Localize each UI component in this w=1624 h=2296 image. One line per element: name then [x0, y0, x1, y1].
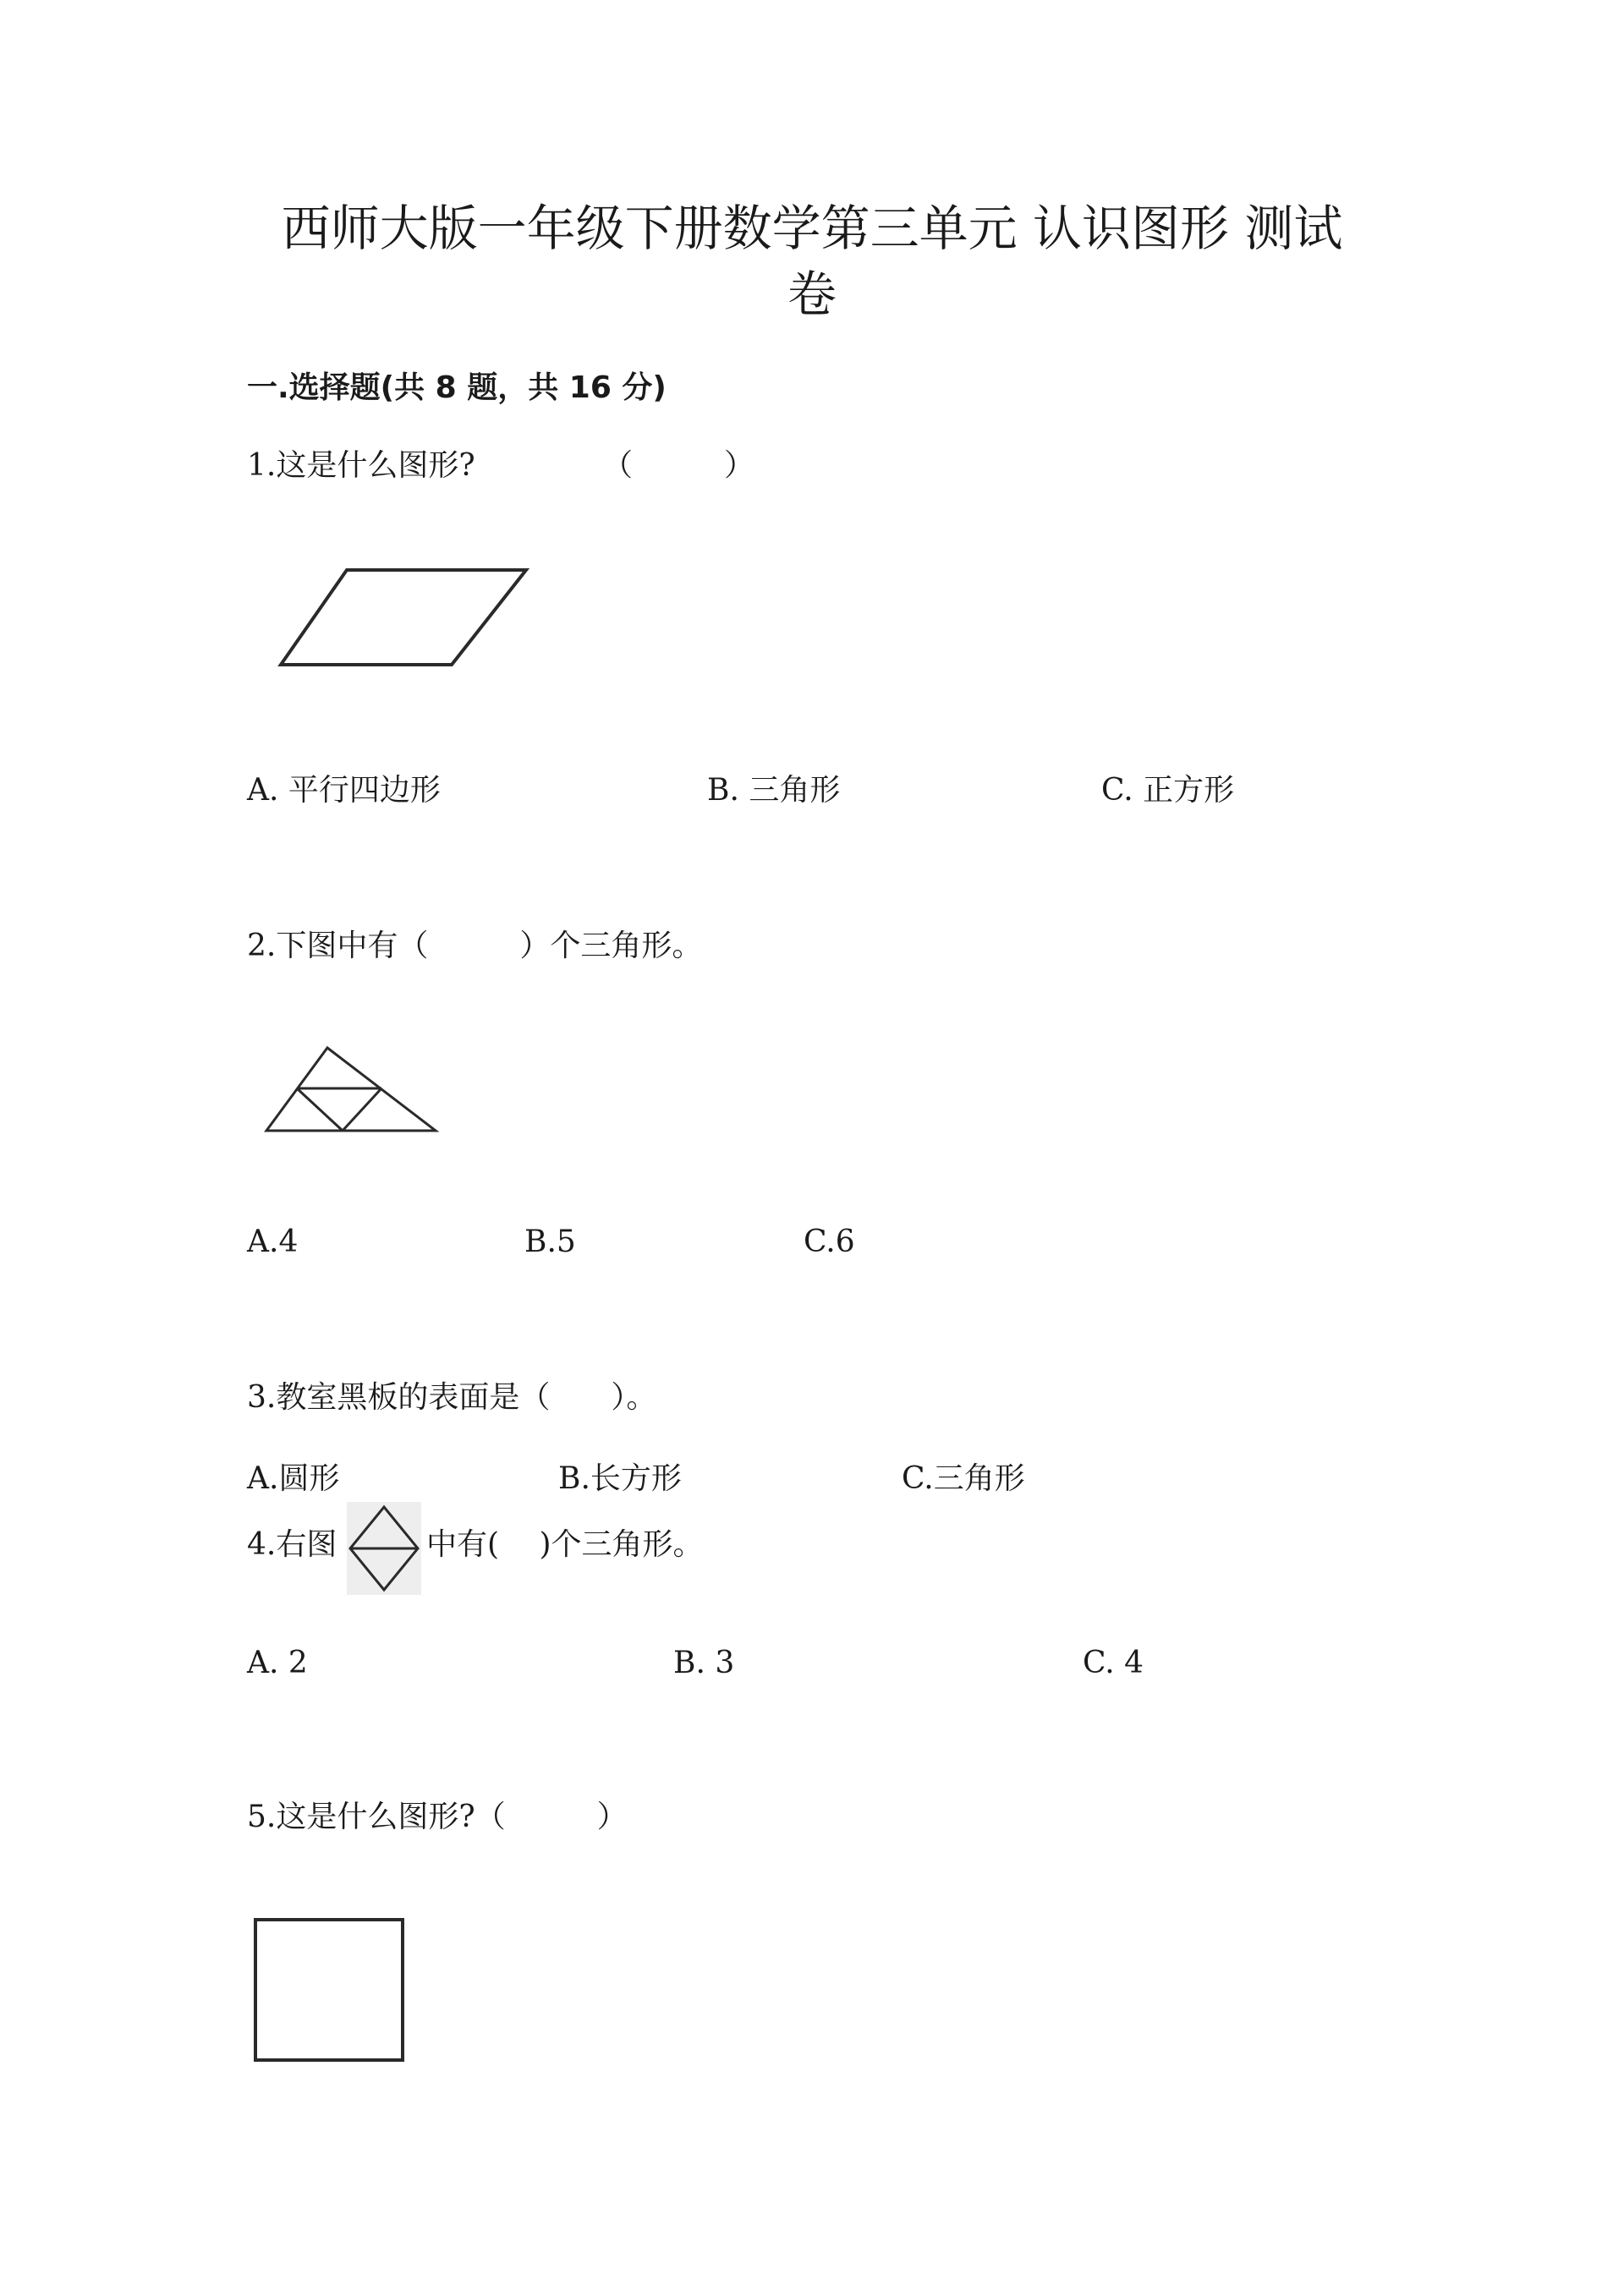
question-4-option-c[interactable]: C. 4: [1083, 1646, 1144, 1680]
question-2-option-c[interactable]: C.6: [804, 1225, 855, 1259]
subdivided-triangle-figure: [258, 1036, 444, 1137]
question-3-option-b[interactable]: B.长方形: [558, 1461, 682, 1496]
question-4-stem-prefix: 4.右图: [247, 1527, 337, 1562]
question-3-option-c[interactable]: C.三角形: [902, 1461, 1025, 1496]
split-diamond-figure: [347, 1502, 421, 1595]
question-3-stem: 3.教室黑板的表面是（ ）。: [247, 1380, 657, 1415]
question-2-option-a[interactable]: A.4: [247, 1225, 299, 1259]
question-1-option-c[interactable]: C. 正方形: [1101, 773, 1235, 808]
question-1-stem: 1.这是什么图形?: [247, 448, 475, 483]
question-1-blank: （ ）: [602, 448, 755, 483]
section-heading: 一.选择题(共 8 题，共 16 分): [247, 370, 667, 405]
question-2-stem: 2.下图中有（ ）个三角形。: [247, 929, 703, 963]
parallelogram-figure: [271, 558, 541, 677]
page-title-line-1: 西师大版一年级下册数学第三单元 认识图形 测试: [281, 200, 1343, 257]
question-2-option-b[interactable]: B.5: [524, 1225, 576, 1259]
question-4-stem-suffix: 中有( )个三角形。: [426, 1527, 704, 1562]
question-4-option-a[interactable]: A. 2: [247, 1646, 308, 1680]
question-3-option-a[interactable]: A.圆形: [247, 1461, 340, 1496]
square-figure: [254, 1918, 406, 2067]
question-5-stem: 5.这是什么图形?（ ）: [247, 1800, 628, 1834]
page-title-line-2: 卷: [787, 266, 837, 323]
diamond-figure-frame: [347, 1502, 421, 1595]
question-1-option-b[interactable]: B. 三角形: [707, 773, 841, 808]
question-4-option-b[interactable]: B. 3: [673, 1646, 735, 1680]
question-1-option-a[interactable]: A. 平行四边形: [247, 773, 441, 808]
